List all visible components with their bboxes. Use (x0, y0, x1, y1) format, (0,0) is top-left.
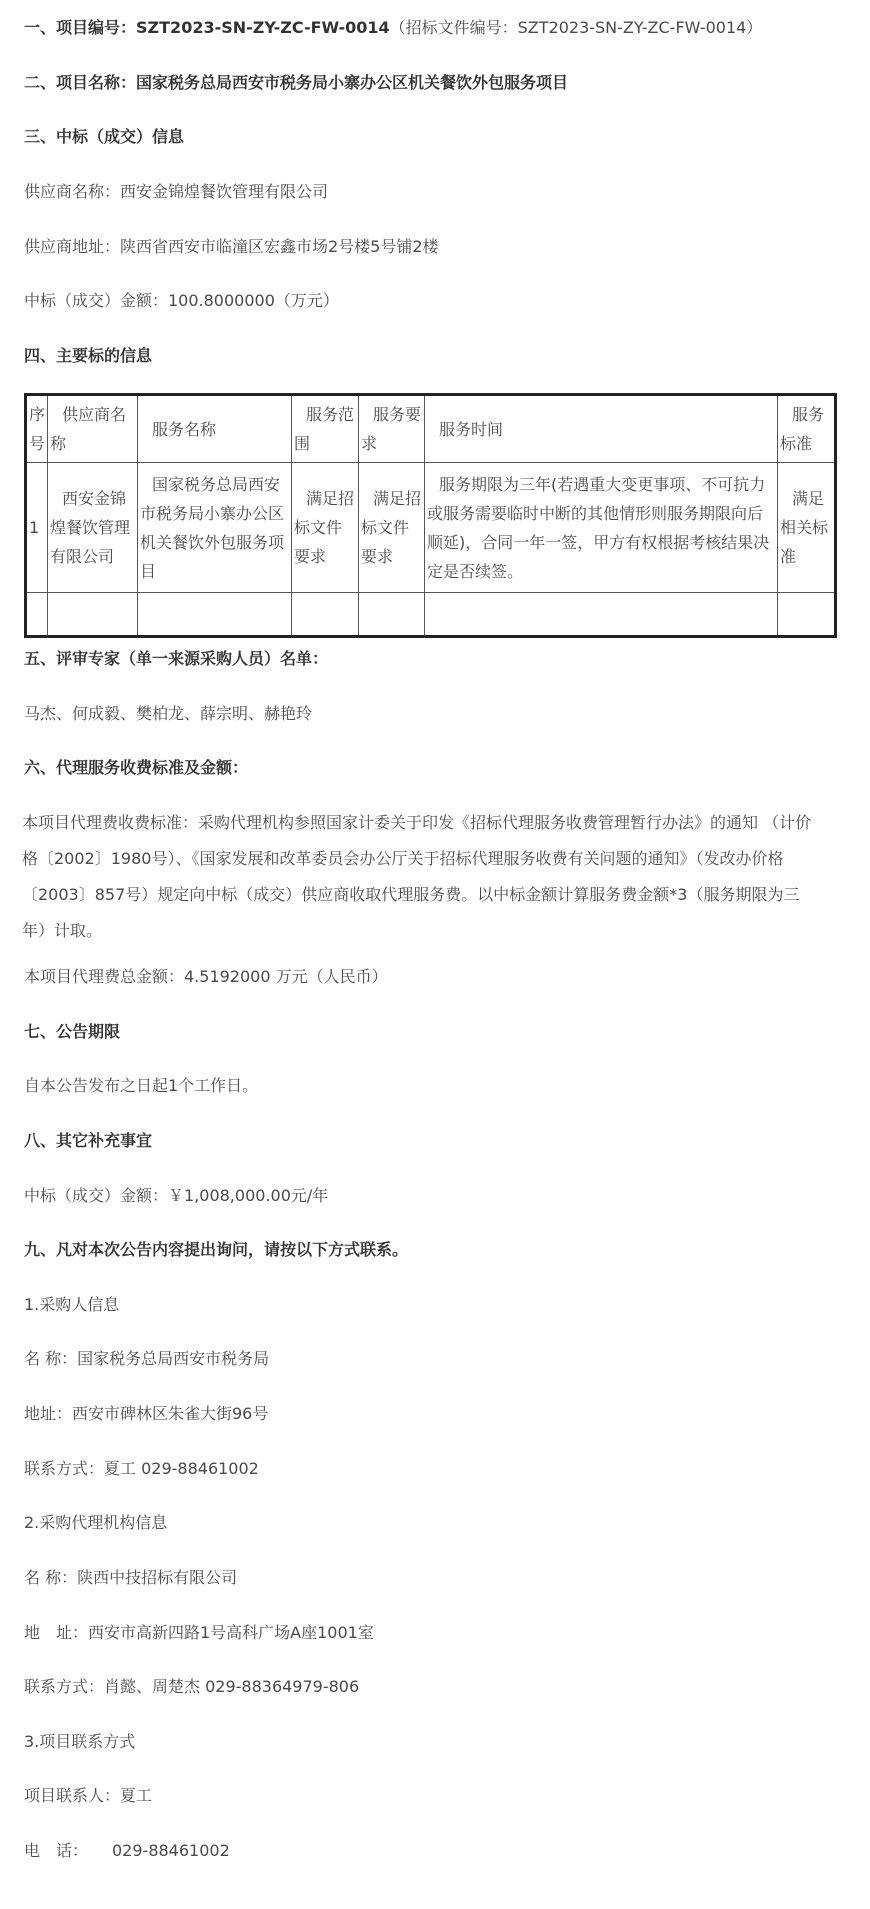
cell-standard: 满足相关标准 (778, 463, 836, 593)
col-header-scope: 服务范围 (292, 395, 359, 463)
project-number-value: SZT2023-SN-ZY-ZC-FW-0014 (136, 18, 390, 37)
supplier-name: 供应商名称：西安金锦煌餐饮管理有限公司 (24, 182, 329, 201)
cell-scope: 满足招标文件要求 (292, 463, 359, 593)
supplementary-heading: 八、其它补充事宜 (24, 1131, 153, 1150)
supplementary-amount: 中标（成交）金额：￥1,008,000.00元/年 (24, 1186, 329, 1205)
cell-supplier: 西安金锦煌餐饮管理有限公司 (48, 463, 138, 593)
purchaser-title: 1.采购人信息 (24, 1295, 120, 1314)
agency-fee-heading: 六、代理服务收费标准及金额： (24, 758, 249, 777)
award-amount: 中标（成交）金额：100.8000000（万元） (24, 291, 339, 310)
main-subject-heading: 四、主要标的信息 (24, 346, 153, 365)
agency-address: 地 址：西安市高新四路1号高科广场A座1001室 (24, 1623, 374, 1642)
col-header-standard: 服务标准 (778, 395, 836, 463)
col-header-no: 序号 (26, 395, 48, 463)
table-row (26, 463, 836, 593)
col-header-time: 服务时间 (425, 395, 778, 463)
award-info-heading: 三、中标（成交）信息 (24, 127, 185, 146)
project-number-label: 一、项目编号： (24, 18, 137, 37)
table-empty-row (26, 593, 836, 637)
experts-heading: 五、评审专家（单一来源采购人员）名单： (24, 649, 329, 668)
col-header-supplier: 供应商名称 (48, 395, 138, 463)
col-header-service-name: 服务名称 (138, 395, 292, 463)
project-contact-title: 3.项目联系方式 (24, 1732, 136, 1751)
cell-time: 服务期限为三年(若遇重大变更事项、不可抗力或服务需要临时中断的其他情形则服务期限向后顺延)，合同一年一签，甲方有权根据考核结果决定是否续签。 (425, 463, 778, 593)
project-contact-person: 项目联系人：夏工 (24, 1786, 153, 1805)
agency-contact: 联系方式：肖懿、周楚杰 029-88364979-806 (24, 1677, 360, 1696)
subject-table (24, 393, 837, 638)
tender-file-number: （招标文件编号：SZT2023-SN-ZY-ZC-FW-0014） (389, 18, 763, 37)
cell-no: 1 (26, 463, 48, 593)
purchaser-contact: 联系方式：夏工 029-88461002 (24, 1459, 259, 1478)
agency-title: 2.采购代理机构信息 (24, 1513, 168, 1532)
cell-service-name: 国家税务总局西安市税务局小寨办公区机关餐饮外包服务项目 (138, 463, 292, 593)
supplier-address: 供应商地址：陕西省西安市临潼区宏鑫市场2号楼5号铺2楼 (24, 237, 439, 256)
cell-requirement: 满足招标文件要求 (359, 463, 425, 593)
project-name-value: 国家税务总局西安市税务局小寨办公区机关餐饮外包服务项目 (136, 73, 569, 92)
section-project-name (24, 71, 568, 95)
contact-heading: 九、凡对本次公告内容提出询问，请按以下方式联系。 (24, 1240, 409, 1259)
purchaser-name: 名 称：国家税务总局西安市税务局 (24, 1349, 270, 1368)
agency-fee-standard: 本项目代理费收费标准：采购代理机构参照国家计委关于印发《招标代理服务收费管理暂行办法》的通知 （计价格〔2002〕1980号）、《国家发展和改革委员会办公厅关于招标代理服务收费有关问题的通知》（发改办价格〔2003〕857号）规定向中标（成交）供应商收取代理服务费。以中标金额计算服务费金额*3（服务期限为三年）计取。 (22, 813, 812, 940)
agency-name: 名 称：陕西中技招标有限公司 (24, 1568, 238, 1587)
project-contact-phone: 电 话： 029-88461002 (24, 1841, 230, 1860)
col-header-requirement: 服务要求 (359, 395, 425, 463)
notice-period-text: 自本公告发布之日起1个工作日。 (24, 1076, 259, 1095)
section-project-number (24, 16, 762, 40)
table-header-row (26, 395, 836, 463)
project-name-label: 二、项目名称： (24, 73, 137, 92)
agency-fee-total: 本项目代理费总金额：4.5192000 万元（人民币） (24, 967, 388, 986)
notice-period-heading: 七、公告期限 (24, 1022, 121, 1041)
purchaser-address: 地址：西安市碑林区朱雀大街96号 (24, 1404, 269, 1423)
experts-list: 马杰、何成毅、樊柏龙、薛宗明、赫艳玲 (24, 704, 313, 723)
